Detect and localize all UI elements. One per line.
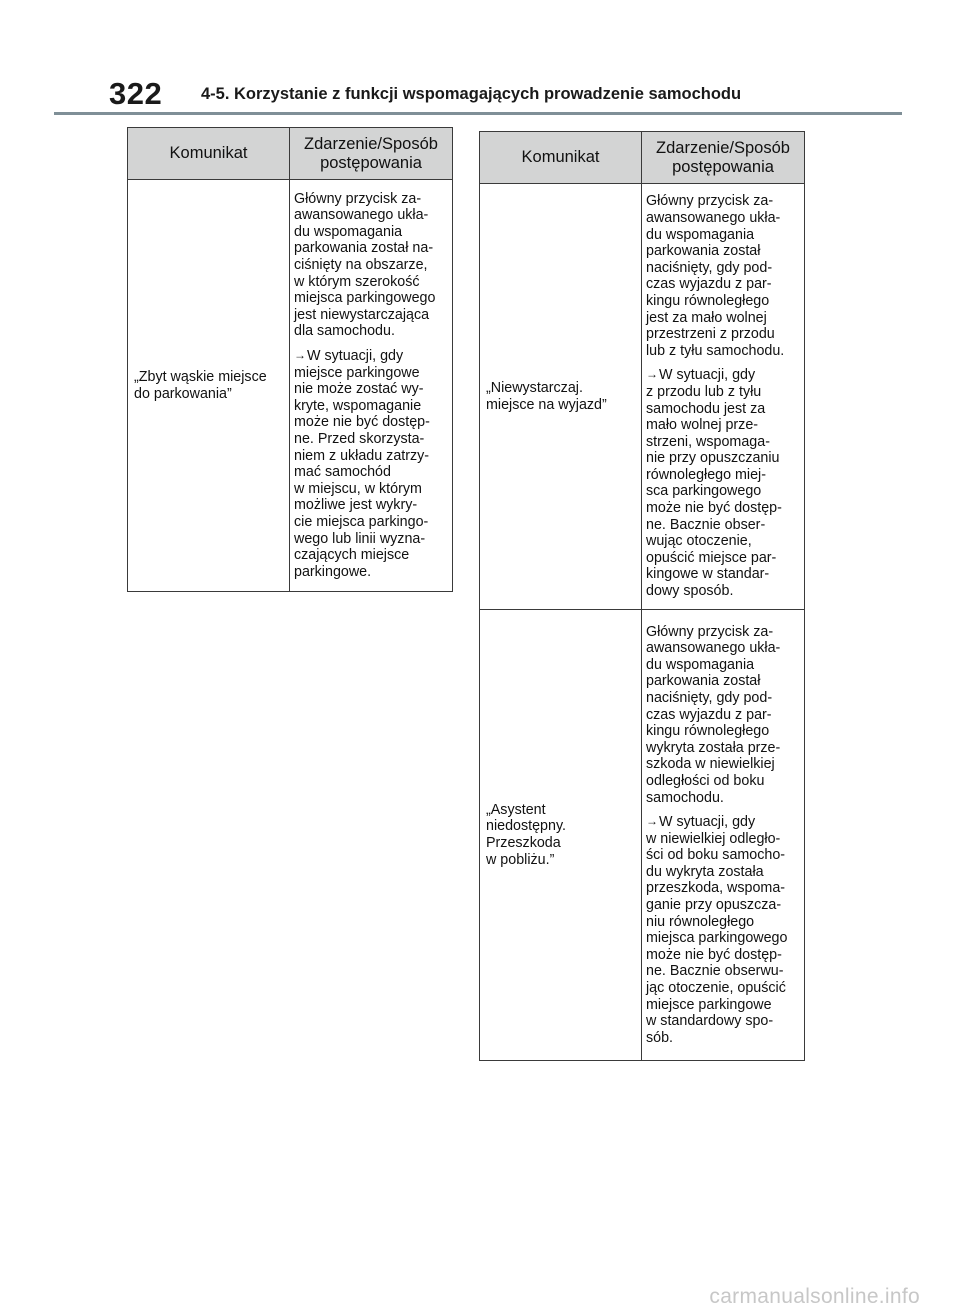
- column-header-message: Komunikat: [480, 132, 642, 184]
- event-description: Główny przycisk za- awansowanego ukła- du wspomagania parkowania został naciśnięty, gdy pod- czas wyjazdu z par- kingu równoległego jest za mało wolnej przestrzeni z przodu lub z tyłu samochodu.: [646, 193, 785, 359]
- page-number: 322: [109, 76, 163, 111]
- column-header-event: Zdarzenie/Sposób postępowania: [290, 128, 453, 180]
- event-cell: [290, 180, 453, 592]
- action-text: W sytuacji, gdy miejsce parkingowe nie może zostać wy- kryte, wspomaganie może nie być dostęp- ne. Przed skorzysta- niem z układu zatrzy- mać samochód w miejscu, w którym możliwe jest wykry- cie miejsca parkingo- wego lub linii wyzna- czających miejsce parkingowe.: [294, 348, 430, 580]
- arrow-right-icon: →: [294, 348, 306, 363]
- event-description: Główny przycisk za- awansowanego ukła- du wspomagania parkowania został naciśnięty, gdy pod- czas wyjazdu z par- kingu równoległego wykryta została prze- szkoda w niewielkiej odległości od boku samochodu.: [646, 623, 781, 806]
- arrow-right-icon: →: [646, 814, 658, 829]
- message-cell: „Niewystarczaj. miejsce na wyjazd”: [480, 184, 642, 610]
- table-row: [480, 184, 805, 610]
- header-divider: [54, 112, 902, 115]
- section-title: 4-5. Korzystanie z funkcji wspomagających prowadzenie samochodu: [201, 85, 742, 103]
- table-header-row: [480, 132, 805, 184]
- column-header-message: Komunikat: [128, 128, 290, 180]
- table-row: [128, 180, 453, 592]
- table-header-row: [128, 128, 453, 180]
- action-text: W sytuacji, gdy w niewielkiej odległo- ści od boku samocho- du wykryta została przeszkoda, wspoma- ganie przy opuszcza- niu równoległego miejsca parkingowego może nie być dostęp- ne. Bacznie obserwu- jąc otoczenie, opuścić miejsce parkingowe w standardowy spo- sób.: [646, 814, 788, 1046]
- action-description: [646, 366, 802, 599]
- event-cell: [642, 184, 805, 610]
- message-cell: „Zbyt wąskie miejsce do parkowania”: [128, 180, 290, 592]
- message-table-left: [127, 127, 453, 592]
- event-description: Główny przycisk za- awansowanego ukła- du wspomagania parkowania został na- ciśnięty na obszarze, w którym szerokość miejsca parkingowego jest niewystarczająca dla samochodu.: [294, 190, 436, 340]
- action-text: W sytuacji, gdy z przodu lub z tyłu samochodu jest za mało wolnej prze- strzeni, wspomaga- nie przy opuszczaniu równoległego miej- sca parkingowego może nie być dostęp- ne. Bacznie obser- wując otoczenie, opuścić miejsce par- kingowe w standar- dowy sposób.: [646, 367, 782, 600]
- message-cell: „Asystent niedostępny. Przeszkoda w pobliżu.”: [480, 610, 642, 1061]
- table-row: [480, 610, 805, 1061]
- arrow-right-icon: →: [646, 367, 658, 382]
- message-table-right: [479, 131, 805, 1061]
- event-cell: [642, 610, 805, 1061]
- action-description: [294, 347, 450, 580]
- action-description: [646, 813, 802, 1046]
- column-header-event: Zdarzenie/Sposób postępowania: [642, 132, 805, 184]
- watermark: carmanualsonline.info: [709, 1285, 920, 1308]
